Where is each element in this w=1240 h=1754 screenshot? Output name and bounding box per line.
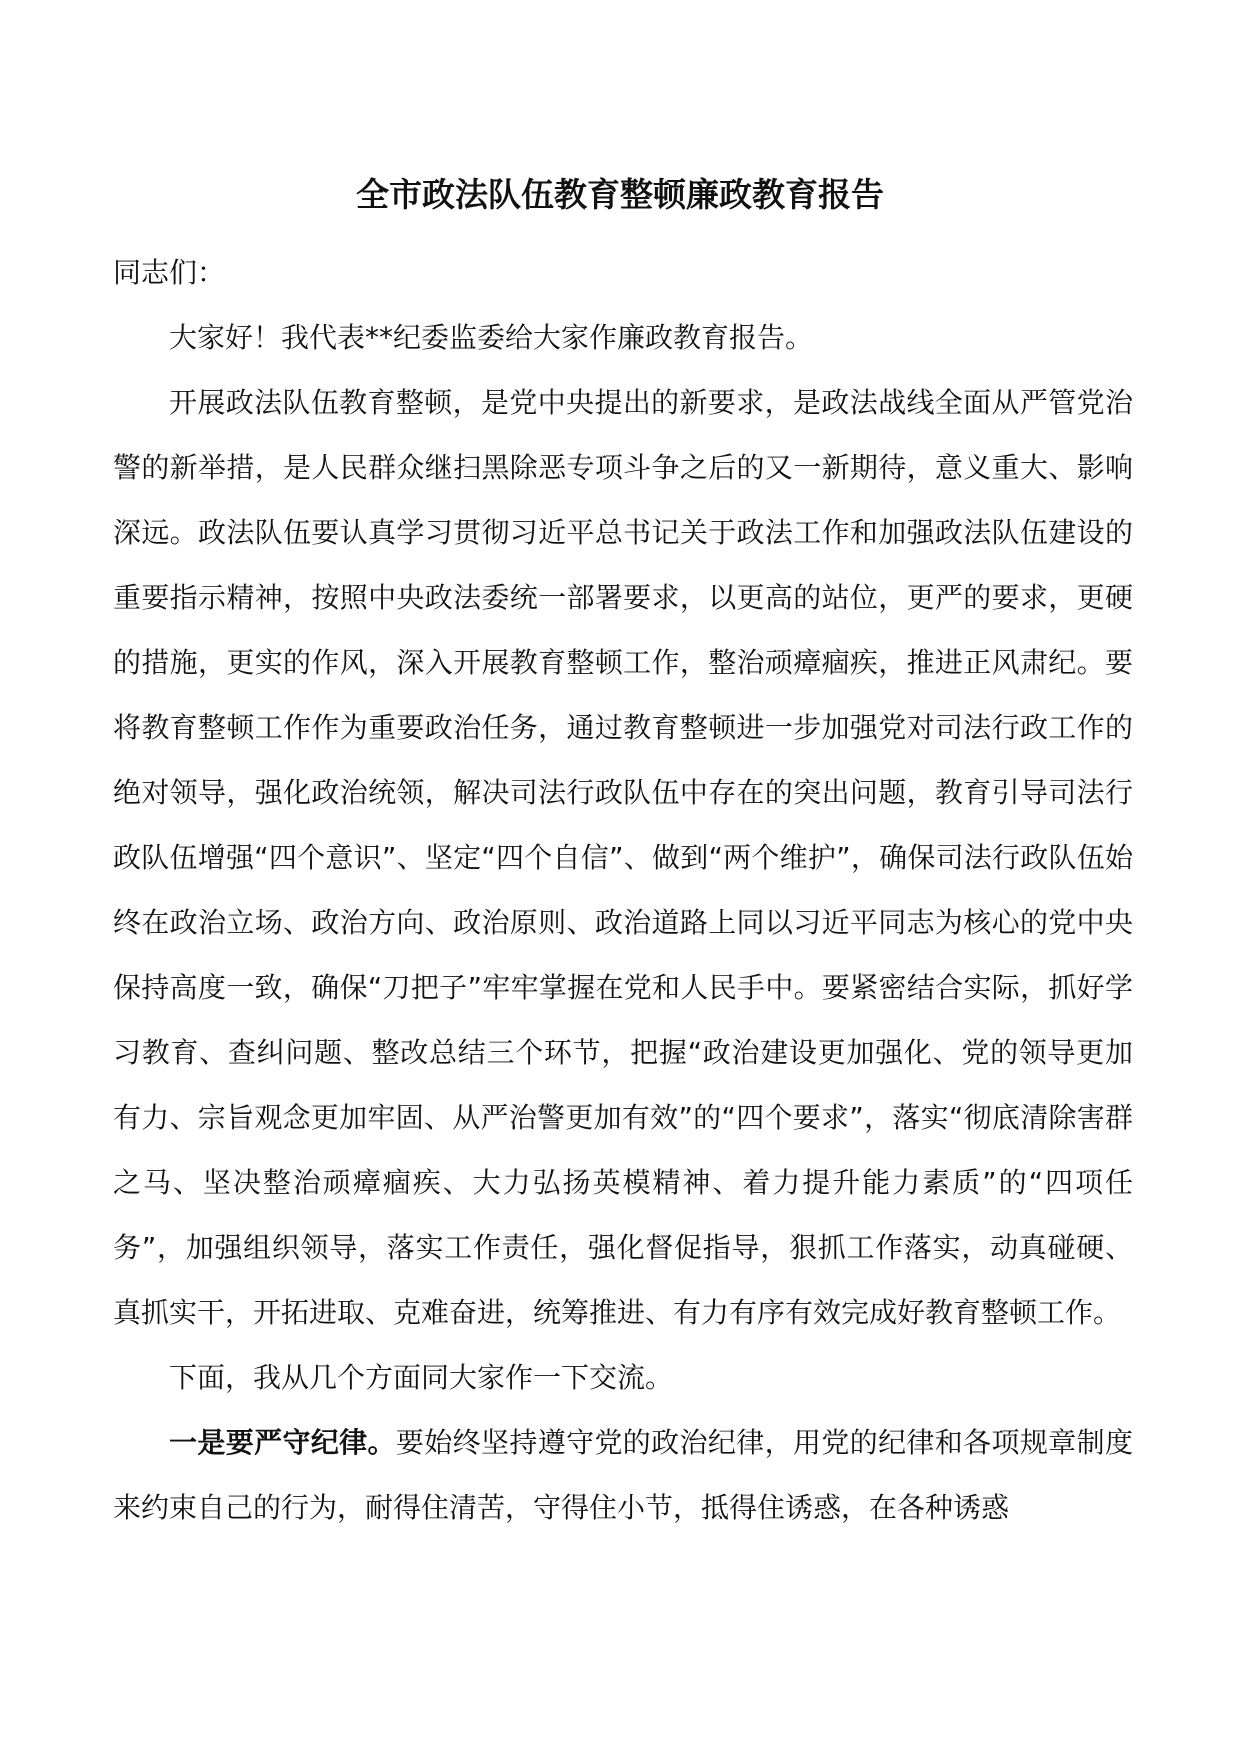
paragraph-discipline <box>113 1410 1133 1540</box>
paragraph-lead-heading: 一是要严守纪律。 <box>169 1426 396 1459</box>
salutation: 同志们： <box>113 256 226 289</box>
document-title: 全市政法队伍教育整顿廉政教育报告 <box>356 175 884 214</box>
paragraph-transition: 下面，我从几个方面同大家作一下交流。 <box>169 1361 674 1394</box>
paragraph-main: 开展政法队伍教育整顿，是党中央提出的新要求，是政法战线全面从严管党治警的新举措，是人民群众继扫黑除恶专项斗争之后的又一新期待，意义重大、影响深远。政法队伍要认真学习贯彻习近平总书记关于政法工作和加强政法队伍建设的重要指示精神，按照中央政法委统一部署要求，以更高的站位，更严的要求，更硬的措施，更实的作风，深入开展教育整顿工作，整治顽瘴痼疾，推进正风肃纪。要将教育整顿工作作为重要政治任务，通过教育整顿进一步加强党对司法行政工作的绝对领导，强化政治统领，解决司法行政队伍中存在的突出问题，教育引导司法行政队伍增强“四个意识”、坚定“四个自信”、做到“两个维护”，确保司法行政队伍始终在政治立场、政治方向、政治原则、政治道路上同以习近平同志为核心的党中央保持高度一致，确保“刀把子”牢牢掌握在党和人民手中。要紧密结合实际，抓好学习教育、查纠问题、整改总结三个环节，把握“政治建设更加强化、党的领导更加有力、宗旨观念更加牢固、从严治警更加有效”的“四个要求”，落实“彻底清除害群之马、坚决整治顽瘴痼疾、大力弘扬英模精神、着力提升能力素质”的“四项任务”，加强组织领导，落实工作责任，强化督促指导，狠抓工作落实，动真碰硬、真抓实干，开拓进取、克难奋进，统筹推进、有力有序有效完成好教育整顿工作。 <box>113 386 1133 1329</box>
paragraph-greeting: 大家好！我代表**纪委监委给大家作廉政教育报告。 <box>169 321 814 354</box>
document-body <box>113 240 1133 1540</box>
paragraph-discipline-text: 要始终坚持遵守党的政治纪律，用党的纪律和各项规章制度来约束自己的行为，耐得住清苦，守得住小节，抵得住诱惑，在各种诱惑 <box>113 1426 1133 1524</box>
